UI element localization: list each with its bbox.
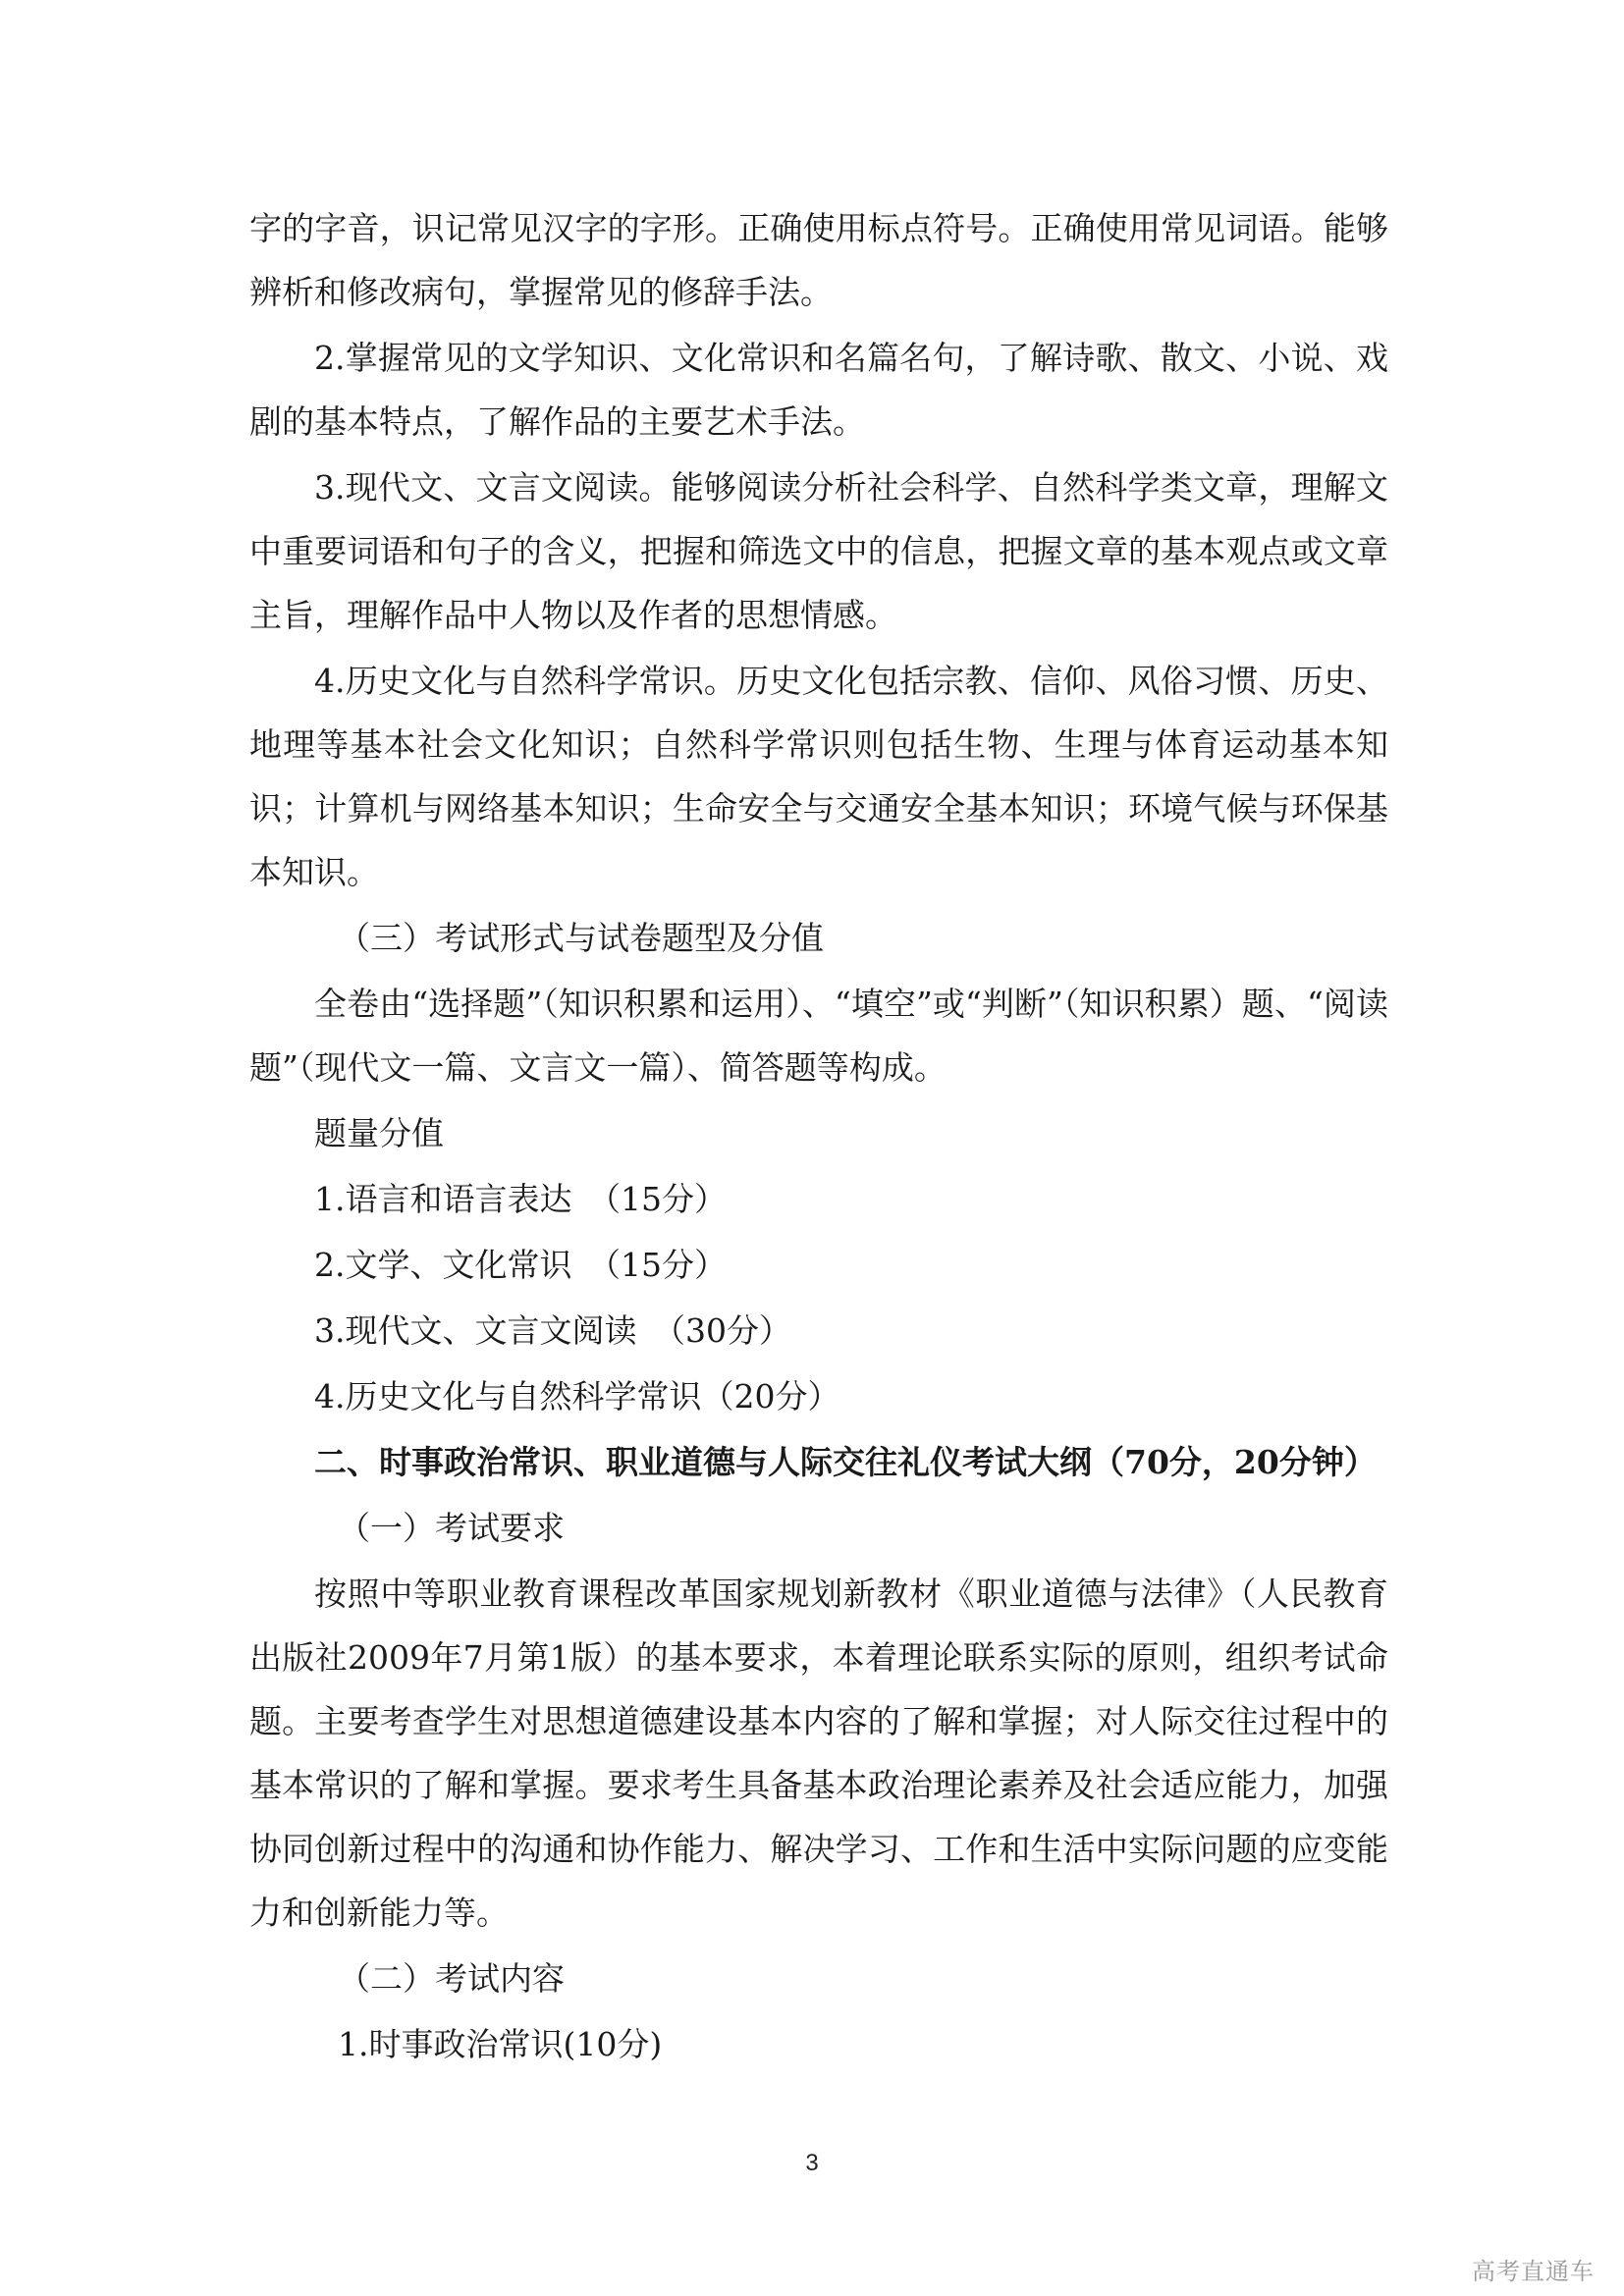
score-heading: 题量分值: [314, 1114, 444, 1152]
paragraph-exam-requirements: 按照中等职业教育课程改革国家规划新教材《职业道德与法律》（人民教育出版社2009年7月第1版）的基本要求，本着理论联系实际的原则，组织考试命题。主要考查学生对思想道德建设基本内容的了解和掌握；对人际交往过程中的基本常识的了解和掌握。要求考生具备基本政治理论素养及社会适应能力，加强协同创新过程中的沟通和协作能力、解决学习、工作和生活中实际问题的应变能力和创新能力等。: [249, 1575, 1388, 1932]
paragraph-language-basics: 字的字音，识记常见汉字的字形。正确使用标点符号。正确使用常见词语。能够辨析和修改病句，掌握常见的修辞手法。: [249, 209, 1388, 311]
content-item-1: 1.时事政治常识(10分): [338, 2025, 663, 2063]
paragraph-literature-knowledge: 2.掌握常见的文学知识、文化常识和名篇名句，了解诗歌、散文、小说、戏剧的基本特点，了解作品的主要艺术手法。: [249, 339, 1388, 441]
score-item-4: 4.历史文化与自然科学常识（20分）: [314, 1377, 840, 1415]
section-heading-exam-format: （三）考试形式与试卷题型及分值: [338, 919, 824, 957]
score-item-2: 2.文学、文化常识 （15分）: [314, 1246, 727, 1284]
section-heading-exam-requirements: （一）考试要求: [338, 1509, 565, 1547]
section-heading-exam-content: （二）考试内容: [338, 1959, 565, 1998]
watermark: 高考直通车: [1472, 2258, 1595, 2285]
paragraph-reading: 3.现代文、文言文阅读。能够阅读分析社会科学、自然科学类文章，理解文中重要词语和句子的含义，把握和筛选文中的信息，把握文章的基本观点或文章主旨，理解作品中人物以及作者的思想情感。: [249, 468, 1388, 634]
score-item-1: 1.语言和语言表达 （15分）: [314, 1180, 727, 1218]
page-number: 3: [805, 2150, 819, 2176]
paragraph-history-science: 4.历史文化与自然科学常识。历史文化包括宗教、信仰、风俗习惯、历史、地理等基本社会文化知识；自然科学常识则包括生物、生理与体育运动基本知识；计算机与网络基本知识；生命安全与交通安全基本知识；环境气候与环保基本知识。: [249, 662, 1388, 891]
paragraph-exam-format: 全卷由“选择题”（知识积累和运用）、“填空”或“判断”（知识积累）题、“阅读题”（现代文一篇、文言文一篇）、简答题等构成。: [249, 985, 1388, 1087]
score-item-3: 3.现代文、文言文阅读 （30分）: [314, 1311, 791, 1350]
section-title-politics-ethics: 二、时事政治常识、职业道德与人际交往礼仪考试大纲（70分，20分钟）: [314, 1443, 1377, 1481]
document-body: [249, 196, 1388, 2076]
